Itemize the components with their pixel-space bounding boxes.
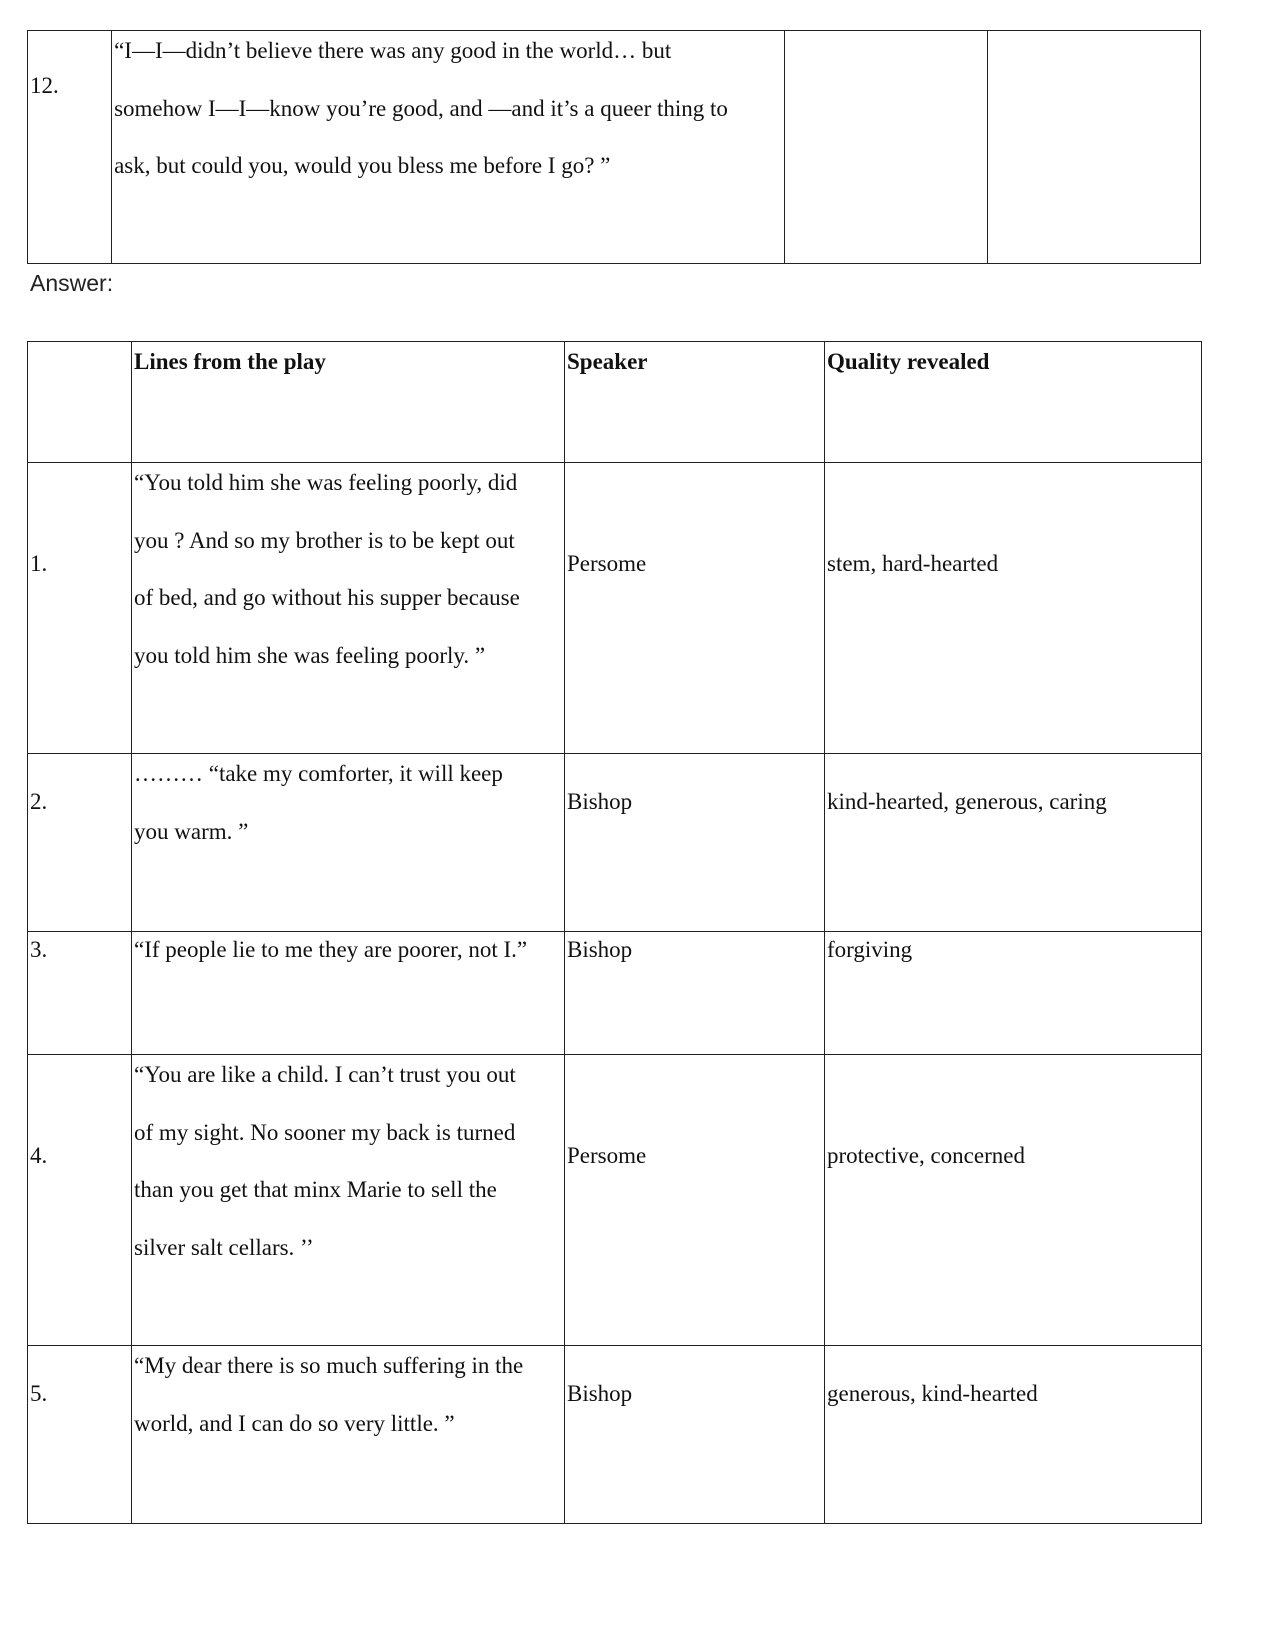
line-part: ask, but could you, would you bless me before I go? ” [114,153,611,178]
line-text [134,1337,562,1452]
quality-cell [987,31,1200,264]
speaker-text: Bishop [567,1381,633,1406]
line-part: you told him she was feeling poorly. ” [134,642,486,668]
lines-cell [132,1346,565,1524]
header-quality: Quality revealed [825,342,1202,463]
quality-cell [825,754,1202,932]
row-number: 2. [30,789,48,814]
line-part: than you get that minx Marie to sell the [134,1177,497,1202]
speaker-cell [784,31,987,264]
row-number: 1. [30,551,48,576]
quality-text: generous, kind-hearted [827,1381,1038,1406]
table-row [28,463,1202,754]
header-speaker: Speaker [565,342,825,463]
row-number-cell [28,754,132,932]
speaker-cell [565,463,825,754]
quality-text: protective, concerned [827,1143,1025,1168]
header-number [28,342,132,463]
line-text [134,454,562,684]
line-part: silver salt cellars. ’’ [134,1234,314,1260]
row-number: 5. [30,1381,48,1406]
quality-cell [825,932,1202,1055]
row-number-cell [28,31,112,264]
table-row [28,31,1201,264]
line-text [134,745,562,860]
lines-cell [132,463,565,754]
quality-cell [825,1055,1202,1346]
lines-cell [132,1055,565,1346]
line-part: “You told him she was feeling poorly, did [134,470,518,495]
row-number-cell [28,1346,132,1524]
quality-text: kind-hearted, generous, caring [827,789,1107,814]
row-number-cell [28,1055,132,1346]
speaker-cell [565,1346,825,1524]
lines-cell [112,31,785,264]
line-part: of my sight. No sooner my back is turned [134,1119,516,1145]
speaker-text: Persome [567,1143,647,1168]
answer-label: Answer: [30,270,114,296]
quality-cell [825,1346,1202,1524]
row-number: 12. [30,73,59,98]
line-part: “My dear there is so much suffering in the [134,1353,524,1378]
line-text [114,22,782,195]
line-part: “You are like a child. I can’t trust you out [134,1062,516,1087]
table-row [28,754,1202,932]
row-number-cell [28,932,132,1055]
speaker-text: Persome [567,551,647,576]
lines-cell [132,754,565,932]
line-part: you ? And so my brother is to be kept out [134,527,515,553]
line-part: world, and I can do so very little. ” [134,1410,455,1436]
line-part: somehow I—I—know you’re good, and —and it’s a queer thing to [114,95,728,121]
row-number: 4. [30,1143,48,1168]
speaker-text: Bishop [567,937,633,962]
quality-text: forgiving [827,937,913,962]
answer-table [27,341,1202,1524]
lines-cell [132,932,565,1055]
speaker-cell [565,754,825,932]
speaker-cell [565,1055,825,1346]
table-row [28,932,1202,1055]
line-text [134,1046,562,1276]
speaker-cell [565,932,825,1055]
table-row [28,1055,1202,1346]
header-row [28,342,1202,463]
quality-text: stem, hard-hearted [827,551,999,576]
line-part: you warm. ” [134,818,249,844]
table-row [28,1346,1202,1524]
line-part: “I—I—didn’t believe there was any good in the world… but [114,38,672,63]
line-part: “If people lie to me they are poorer, not I.” [134,937,528,962]
header-lines: Lines from the play [132,342,565,463]
line-part: ……… “take my comforter, it will keep [134,761,503,786]
row-number-cell [28,463,132,754]
quality-cell [825,463,1202,754]
row-number: 3. [30,937,48,962]
question-table-continued [27,30,1201,264]
line-part: of bed, and go without his supper because [134,585,520,610]
speaker-text: Bishop [567,789,633,814]
